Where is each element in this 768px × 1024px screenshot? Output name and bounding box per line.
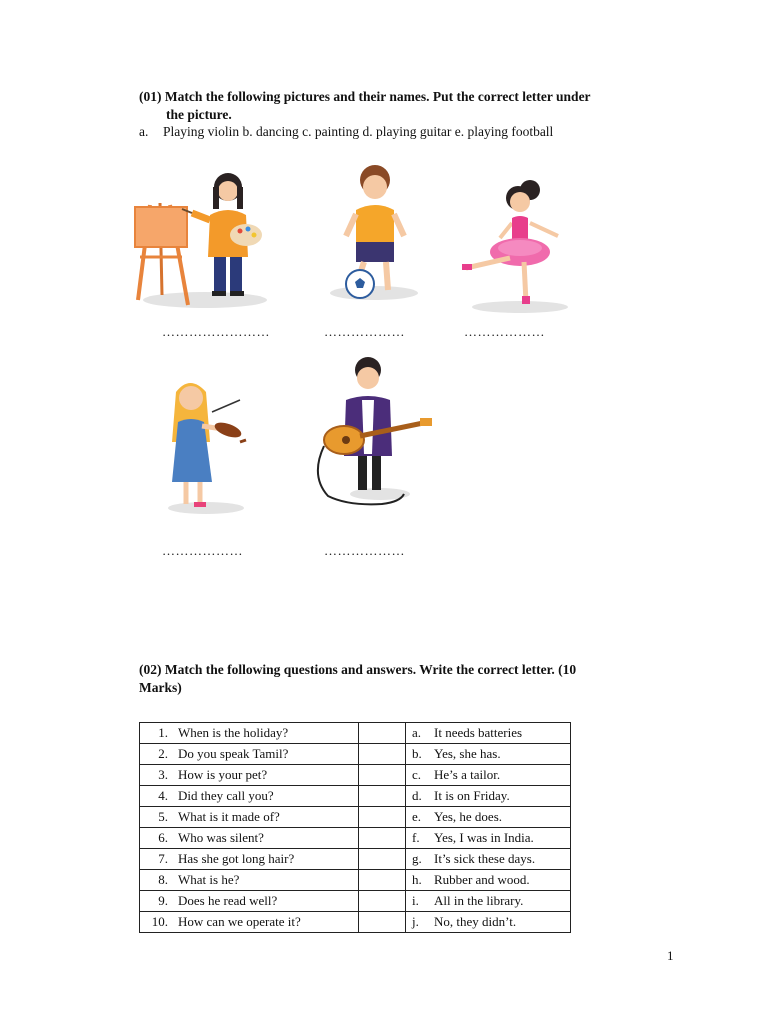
answer-cell xyxy=(406,723,571,744)
answer-letter: h. xyxy=(412,872,422,887)
answer-line-1: …………………… xyxy=(162,324,270,339)
table-row xyxy=(140,765,571,786)
answer-text: It needs batteries xyxy=(434,725,523,740)
question-1-title-line1: (01) Match the following pictures and their names. Put the correct letter under xyxy=(139,89,591,104)
answer-line-3: ……………… xyxy=(464,324,545,339)
answer-letter: c. xyxy=(412,767,422,782)
question-number: 5. xyxy=(158,809,168,824)
question-cell xyxy=(140,828,359,849)
answer-cell xyxy=(406,912,571,933)
answer-letter: a. xyxy=(412,725,422,740)
answer-letter: g. xyxy=(412,851,422,866)
question-number: 6. xyxy=(158,830,168,845)
question-cell xyxy=(140,870,359,891)
question-number: 3. xyxy=(158,767,168,782)
question-text: Who was silent? xyxy=(178,830,264,845)
question-text: How is your pet? xyxy=(178,767,268,782)
answer-line-5: ……………… xyxy=(324,543,405,558)
answer-cell xyxy=(406,828,571,849)
question-cell xyxy=(140,744,359,765)
question-cell xyxy=(140,912,359,933)
guitar-boy-illustration xyxy=(308,356,436,510)
painting-girl-illustration xyxy=(130,165,270,315)
question-number: 7. xyxy=(158,851,168,866)
question-text: How can we operate it? xyxy=(178,914,301,929)
question-cell xyxy=(140,807,359,828)
question-cell xyxy=(140,891,359,912)
match-table xyxy=(139,722,571,933)
question-cell xyxy=(140,786,359,807)
answer-line-2: ……………… xyxy=(324,324,405,339)
violin-girl-illustration xyxy=(156,372,256,516)
question-1-title-line2: the picture. xyxy=(166,107,232,122)
question-text: Does he read well? xyxy=(178,893,278,908)
options-text: Playing violin b. dancing c. painting d. playing guitar e. playing football xyxy=(163,124,554,139)
table-row xyxy=(140,723,571,744)
answer-letter: i. xyxy=(412,893,419,908)
table-row xyxy=(140,870,571,891)
answer-text: He’s a tailor. xyxy=(434,767,501,782)
answer-blank-cell[interactable] xyxy=(359,912,406,933)
table-row xyxy=(140,807,571,828)
question-1-options xyxy=(139,124,553,140)
question-cell xyxy=(140,849,359,870)
answer-text: Yes, he does. xyxy=(434,809,503,824)
question-text: What is he? xyxy=(178,872,240,887)
answer-text: All in the library. xyxy=(434,893,524,908)
question-number: 8. xyxy=(158,872,168,887)
question-text: What is it made of? xyxy=(178,809,280,824)
answer-blank-cell[interactable] xyxy=(359,870,406,891)
question-number: 1. xyxy=(158,725,168,740)
answer-blank-cell[interactable] xyxy=(359,807,406,828)
question-2-title-line2: Marks) xyxy=(139,680,182,695)
football-boy-illustration xyxy=(328,162,420,304)
answer-cell xyxy=(406,891,571,912)
answer-letter: e. xyxy=(412,809,422,824)
table-row xyxy=(140,828,571,849)
answer-text: It is on Friday. xyxy=(434,788,510,803)
answer-blank-cell[interactable] xyxy=(359,828,406,849)
answer-text: No, they didn’t. xyxy=(434,914,517,929)
question-text: Has she got long hair? xyxy=(178,851,295,866)
answer-blank-cell[interactable] xyxy=(359,849,406,870)
answer-text: Yes, she has. xyxy=(434,746,501,761)
question-number: 4. xyxy=(158,788,168,803)
table-row xyxy=(140,786,571,807)
table-row xyxy=(140,912,571,933)
question-number: 10. xyxy=(151,914,168,929)
question-2-title xyxy=(139,661,576,697)
answer-letter: j. xyxy=(412,914,419,929)
question-number: 9. xyxy=(158,893,168,908)
answer-line-4: ……………… xyxy=(162,543,243,558)
page-number: 1 xyxy=(667,948,674,963)
answer-letter: b. xyxy=(412,746,422,761)
answer-letter: d. xyxy=(412,788,422,803)
answer-cell xyxy=(406,849,571,870)
options-label: a. xyxy=(139,124,149,139)
answer-cell xyxy=(406,807,571,828)
answer-cell xyxy=(406,744,571,765)
answer-text: It’s sick these days. xyxy=(434,851,536,866)
question-cell xyxy=(140,765,359,786)
question-number: 2. xyxy=(158,746,168,761)
answer-letter: f. xyxy=(412,830,420,845)
answer-cell xyxy=(406,870,571,891)
table-row xyxy=(140,744,571,765)
answer-blank-cell[interactable] xyxy=(359,723,406,744)
answer-text: Yes, I was in India. xyxy=(434,830,534,845)
table-row xyxy=(140,849,571,870)
answer-blank-cell[interactable] xyxy=(359,765,406,786)
answer-blank-cell[interactable] xyxy=(359,786,406,807)
answer-blank-cell[interactable] xyxy=(359,744,406,765)
question-2-title-line1: (02) Match the following questions and answers. Write the correct letter. (10 xyxy=(139,662,577,677)
answer-text: Rubber and wood. xyxy=(434,872,530,887)
question-text: Did they call you? xyxy=(178,788,274,803)
table-row xyxy=(140,891,571,912)
answer-cell xyxy=(406,765,571,786)
answer-cell xyxy=(406,786,571,807)
question-text: Do you speak Tamil? xyxy=(178,746,289,761)
question-cell xyxy=(140,723,359,744)
question-text: When is the holiday? xyxy=(178,725,289,740)
answer-blank-cell[interactable] xyxy=(359,891,406,912)
question-1-title xyxy=(139,88,591,124)
ballet-dancer-illustration xyxy=(460,178,572,314)
